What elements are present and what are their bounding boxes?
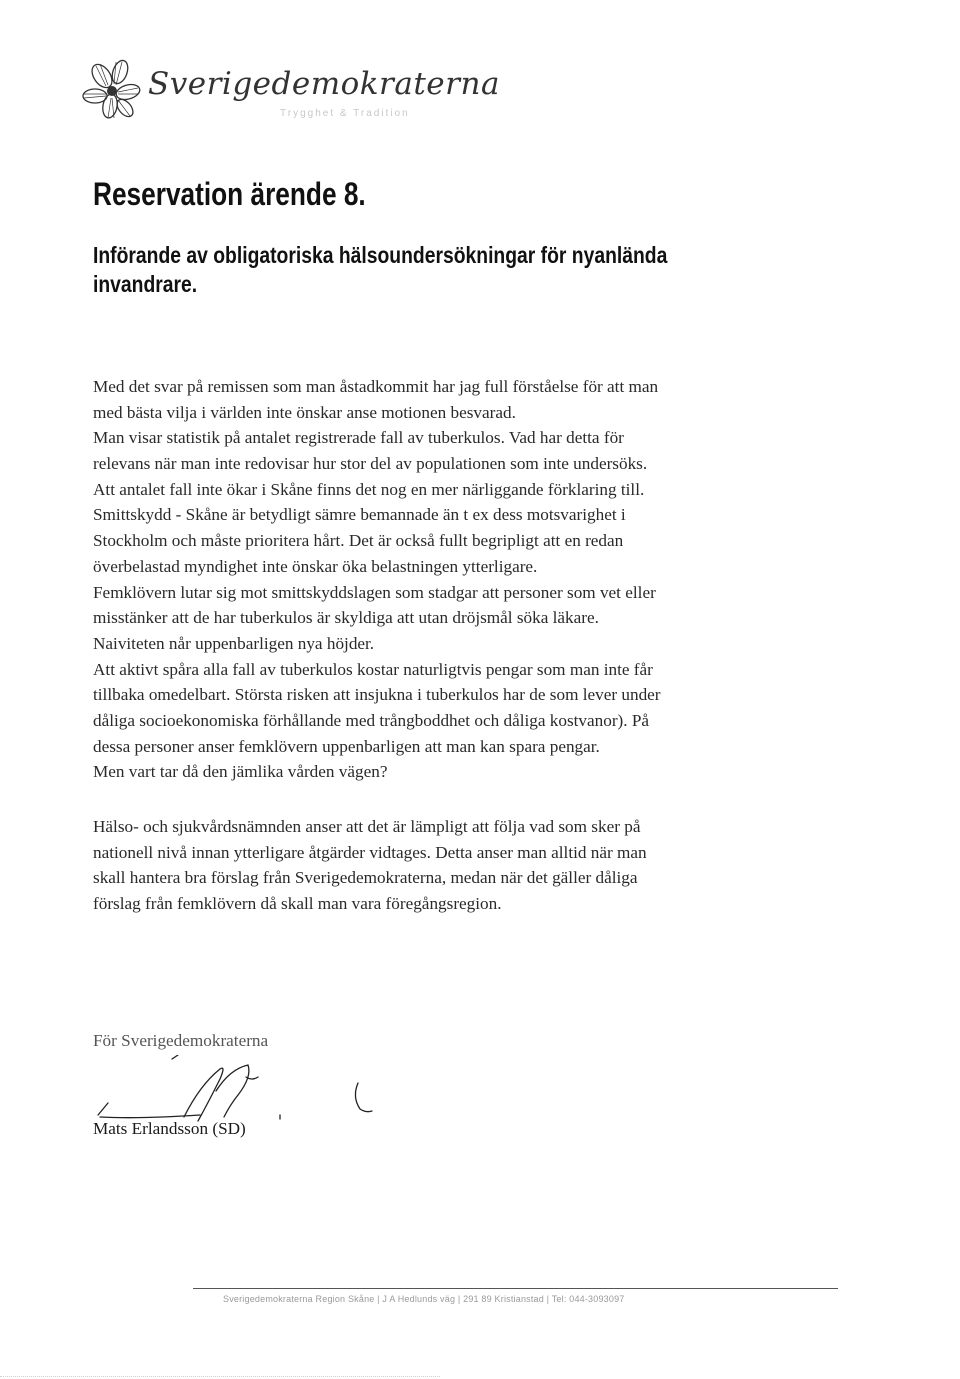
- logo-wordmark: Sverigedemokraterna: [148, 66, 500, 102]
- document-title: Reservation ärende 8.: [93, 176, 366, 212]
- signature-for-label: För Sverigedemokraterna: [93, 1031, 269, 1050]
- signer-name: Mats Erlandsson (SD): [93, 1119, 246, 1138]
- body-paragraph-1: [93, 374, 853, 785]
- party-logo: [80, 58, 500, 128]
- text-line: Att aktivt spåra alla fall av tuberkulos kostar naturligtvis pengar som man inte får: [93, 659, 653, 679]
- text-line: Med det svar på remissen som man åstadkommit har jag full förståelse för att man: [93, 377, 659, 396]
- logo-tagline: Trygghet & Tradition: [280, 108, 410, 119]
- body-paragraph-2: [93, 814, 853, 917]
- text-line: skall hantera bra förslag från Sverigedemokraterna, medan när det gäller dåliga: [93, 868, 638, 888]
- text-line: Hälso- och sjukvårdsnämnden anser att det är lämpligt att följa vad som sker på: [93, 817, 641, 836]
- text-line: Stockholm och måste prioritera hårt. Det är också fullt begripligt att en redan: [93, 531, 624, 551]
- document-subtitle: Införande av obligatoriska hälsoundersökningar för nyanlända invandrare.: [93, 242, 668, 297]
- text-line: dessa personer anser femklövern uppenbarligen att man kan spara pengar.: [93, 736, 600, 756]
- text-line: relevans när man inte redovisar hur stor del av populationen som inte undersöks.: [93, 454, 648, 474]
- text-line: Femklövern lutar sig mot smittskyddslagen som stadgar att personer som vet eller: [93, 582, 656, 602]
- text-line: Att antalet fall inte ökar i Skåne finns det nog en mer närliggande förklaring till.: [93, 479, 645, 499]
- text-line: Naiviteten når uppenbarligen nya höjder.: [93, 633, 375, 653]
- flower-icon: [80, 58, 150, 124]
- footer-divider: [193, 1288, 838, 1289]
- text-line: nationell nivå innan ytterligare åtgärder vidtages. Detta anser man alltid när man: [93, 842, 647, 862]
- text-line: misstänker att de har tuberkulos är skyldiga att utan dröjsmål söka läkare.: [93, 608, 599, 628]
- text-line: dåliga socioekonomiska förhållande med trångboddhet och dåliga kostvanor). På: [93, 710, 650, 730]
- text-line: tillbaka omedelbart. Största risken att insjukna i tuberkulos har de som lever under: [93, 685, 661, 705]
- text-line: Man visar statistik på antalet registrerade fall av tuberkulos. Vad har detta för: [93, 428, 624, 448]
- text-line: Men vart tar då den jämlika vården vägen?: [93, 762, 388, 782]
- text-line: Smittskydd - Skåne är betydligt sämre bemannade än t ex dess motsvarighet i: [93, 505, 626, 525]
- scan-edge: [0, 1376, 440, 1378]
- text-line: med bästa vilja i världen inte önskar anse motionen besvarad.: [93, 402, 516, 422]
- footer-contact: Sverigedemokraterna Region Skåne | J A Hedlunds väg | 291 89 Kristianstad | Tel: 044-3093097: [223, 1294, 625, 1304]
- text-line: överbelastad myndighet inte önskar öka belastningen ytterligare.: [93, 556, 538, 576]
- text-line: förslag från femklövern då skall man vara föregångsregion.: [93, 894, 502, 914]
